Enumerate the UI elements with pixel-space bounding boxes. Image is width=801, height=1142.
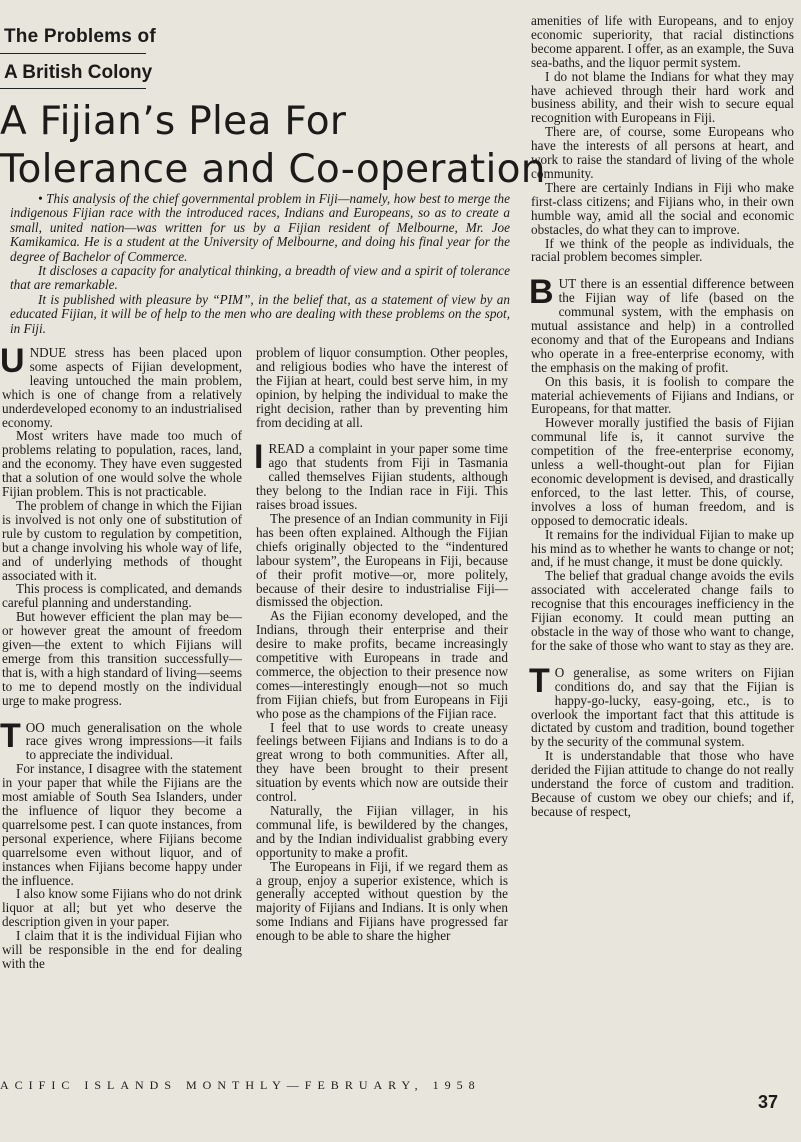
body-paragraph: For instance, I disagree with the statement in your paper that while the Fijians are the most amiable of South Sea Islanders, under the influence of liquor they become a quarrelsome pest. I can quote instances, from personal experience, where Fijians become quarrelsome even without liquor, and of instances when Fijians become happy under the influence. [2, 761, 242, 888]
article-column-1 [0, 342, 242, 1074]
headline-line1: A Fijian’s Plea For [0, 99, 347, 144]
drop-cap: I [254, 438, 264, 477]
drop-cap: U [0, 342, 25, 380]
body-paragraph: There are certainly Indians in Fiji who make first-class citizens; and Fijians who, in their own humble way, amid all the social and economic obstacles, do what they can to improve. [531, 179, 794, 237]
intro-paragraph: It discloses a capacity for analytical thinking, a breadth of view and a spirit of tolerance that are remarkable. [10, 263, 510, 293]
running-footer: ACIFIC ISLANDS MONTHLY—FEBRUARY, 1958 [0, 1078, 481, 1092]
body-paragraph: On this basis, it is foolish to compare the material achievements of Fijians and Indians, or Europeans, for that matter. [531, 373, 794, 417]
body-paragraph: BUT there is an essential difference between the Fijian way of life (based on the communal system, with the emphasis on mutual assistance and help) in a controlled economy and that of the Europeans and Indians who operate in a free-enterprise economy, with the emphasis on the making of profit. [529, 273, 794, 375]
article-column-2 [256, 346, 508, 1074]
intro-paragraph: It is published with pleasure by “PIM”, in the belief that, as a statement of view by an educated Fijian, it will be of help to the men who are dealing with these problems on the spot, in Fiji. [10, 291, 510, 336]
article-column-3 [531, 14, 794, 1074]
body-paragraph: It remains for the individual Fijian to make up his mind as to whether he wants to change or not; and, if he must change, it must be done quickly. [531, 526, 794, 570]
body-paragraph: The belief that gradual change avoids the evils associated with accelerated change fails to recognise that this encourages inefficiency in the Fijian economy. It could mean putting an obstacle in the way of those who want to change, for the sake of those who want to stay as they are. [531, 568, 794, 653]
section-kicker-line2: A British Colony [4, 62, 153, 83]
body-paragraph: IREAD a complaint in your paper some time ago that students from Fiji in Tasmania called themselves Fijian students, although they belong to the Indian race in Fiji. This raises broad issues. [254, 438, 508, 513]
body-paragraph: amenities of life with Europeans, and to enjoy economic superiority, that racial distinctions become apparent. I offer, as an example, the Suva sea-baths, and the liquor permit system. [531, 13, 794, 70]
body-paragraph: UNDUE stress has been placed upon some aspects of Fijian development, leaving untouched the main problem, which is one of change from a relatively underdeveloped economy to an industrialised economy. [0, 342, 242, 430]
body-paragraph: I do not blame the Indians for what they may have achieved through their hard work and business ability, and their wish to secure equal recognition with Europeans in Fiji. [531, 68, 794, 126]
body-paragraph: However morally justified the basis of Fijian communal life is, it cannot survive the competition of the free-enterprise economy, unless a well-thought-out plan for Fijian economic development is devised, and drastically enforced, to the last letter. This, of course, involves a loss of human freedom, and is opposed to democratic ideals. [531, 415, 794, 528]
drop-cap: T [0, 716, 21, 755]
body-paragraph: There are, of course, some Europeans who have the interests of all persons at heart, and work to raise the standard of living of the whole community. [531, 124, 794, 181]
body-paragraph: As the Fijian economy developed, and the Indians, through their enterprise and their desire to make profits, became increasingly competitive with Europeans in trade and commerce, the objection to their presence now comes—interestingly enough—not so much from Fijian chiefs, but from Europeans in Fiji who pose as the champions of the Fijian race. [256, 608, 508, 721]
body-paragraph: I also know some Fijians who do not drink liquor at all; but yet who deserve the description given in your paper. [2, 886, 242, 930]
intro-paragraph: • This analysis of the chief governmental problem in Fiji—namely, how best to merge the indigenous Fijian race with the introduced races, Indians and Europeans, so as to create a small, united nation—was written for us by a Fijian resident of Melbourne, Mr. Joe Kamikamica. He is a student at the University of Melbourne, and doing his final year for the degree of Bachelor of Commerce. [10, 191, 510, 264]
body-paragraph: TOO much generalisation on the whole race gives wrong impressions—it fails to appreciate the individual. [0, 716, 242, 763]
body-paragraph: I claim that it is the individual Fijian who will be responsible in the end for dealing with the [2, 928, 242, 971]
page-number: 37 [758, 1092, 779, 1112]
body-paragraph: I feel that to use words to create uneasy feelings between Fijians and Indians is to do a great wrong to both communities. After all, they have been brought to their present situation by events which now are outside their control. [256, 719, 508, 805]
drop-cap: B [529, 273, 554, 312]
kicker-rule [0, 88, 146, 89]
editor-intro [10, 192, 510, 336]
body-paragraph: But however efficient the plan may be—or however great the amount of freedom given—the extent to which Fijians will emerge from this transition successfully—that is, with a high standard of living—seems to me to depend mostly on the individual urge to make progress. [2, 609, 242, 708]
body-paragraph: It is understandable that those who have derided the Fijian attitude to change do not really understand the force of custom and tradition. Because of custom we obey our chiefs; and if, because of respect, [531, 748, 794, 819]
drop-cap: T [529, 661, 550, 700]
body-paragraph: The presence of an Indian community in Fiji has been often explained. Although the Fijian chiefs originally objected to the “indentured labour system”, the Europeans in Fiji, because of their profit motive—or, more politely, because of their desire to industrialise Fiji—dismissed the objection. [256, 510, 508, 610]
body-paragraph: This process is complicated, and demands careful planning and understanding. [2, 581, 242, 611]
body-paragraph: problem of liquor consumption. Other peoples, and religious bodies who have the interest of the Fijian at heart, could best serve him, in my opinion, by helping the individual to make the right decision, rather than by preventing him from deciding at all. [256, 345, 508, 430]
body-paragraph: If we think of the people as individuals, the racial problem becomes simpler. [531, 235, 794, 265]
body-paragraph: The problem of change in which the Fijian is involved is not only one of substitution of rule by custom to regulation by competition, but a change involving his whole way of life, and of underlying methods of thought associated with it. [2, 497, 242, 583]
body-paragraph: T O generalise, as some writers on Fijian conditions do, and say that the Fijian is happy-go-lucky, easy-going, etc., is to overlook the important fact that this attitude is dictated by custom and tradition, bound together by the security of the communal system. [529, 661, 794, 750]
body-paragraph: Most writers have made too much of problems relating to population, races, land, and the economy. They have even suggested that a solution of one would solve the whole Fijian problem. This is not practicable. [2, 428, 242, 500]
body-paragraph: Naturally, the Fijian villager, in his communal life, is bewildered by the changes, and by the Indian individualist grabbing every opportunity to make a profit. [256, 803, 508, 860]
body-paragraph: The Europeans in Fiji, if we regard them as a group, enjoy a superior existence, which is generally accepted without question by the majority of Fijians and Indians. It is only when some Indians and Fijians have progressed far enough to be able to share the higher [256, 858, 508, 944]
kicker-rule [0, 53, 146, 54]
section-kicker-line1: The Problems of [4, 26, 156, 47]
headline-line2: Tolerance and Co-operation [0, 147, 546, 192]
article-headline [0, 98, 546, 194]
